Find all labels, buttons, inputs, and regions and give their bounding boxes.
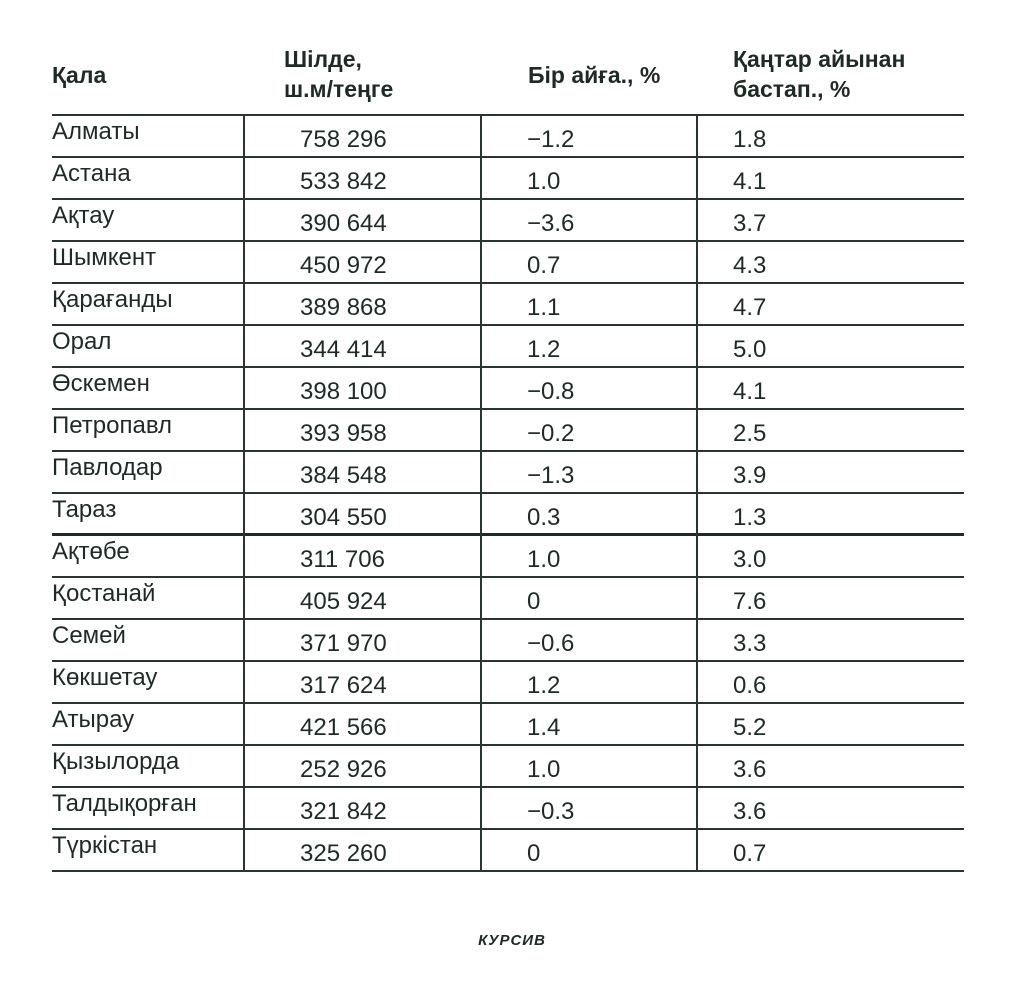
table-row xyxy=(52,662,964,704)
cell-city: Семей xyxy=(52,622,126,649)
cell-price: 371 970 xyxy=(300,630,387,657)
cell-city: Қызылорда xyxy=(52,748,180,775)
cell-city: Астана xyxy=(52,160,131,187)
cell-month-change: −1.2 xyxy=(527,126,575,153)
cell-price: 421 566 xyxy=(300,714,387,741)
cell-ytd-change: 7.6 xyxy=(733,588,767,615)
cell-ytd-change: 3.0 xyxy=(733,546,767,573)
cell-city: Орал xyxy=(52,328,112,355)
brand-logo-text: КУРСИВ xyxy=(478,932,546,949)
table-row xyxy=(52,326,964,368)
table-row xyxy=(52,494,964,536)
cell-ytd-change: 1.3 xyxy=(733,504,767,531)
table-body xyxy=(52,116,964,872)
cell-price: 344 414 xyxy=(300,336,387,363)
cell-ytd-change: 3.9 xyxy=(733,462,767,489)
cell-price: 325 260 xyxy=(300,840,387,867)
cell-price: 252 926 xyxy=(300,756,387,783)
cell-price: 533 842 xyxy=(300,168,387,195)
cell-price: 758 296 xyxy=(300,126,387,153)
cell-ytd-change: 0.7 xyxy=(733,840,767,867)
table-row xyxy=(52,200,964,242)
header-city: Қала xyxy=(52,62,107,88)
cell-ytd-change: 5.0 xyxy=(733,336,767,363)
cell-city: Талдықорған xyxy=(52,790,197,817)
cell-city: Павлодар xyxy=(52,454,163,481)
cell-price: 384 548 xyxy=(300,462,387,489)
cell-month-change: 1.4 xyxy=(527,714,561,741)
cell-ytd-change: 1.8 xyxy=(733,126,767,153)
cell-ytd-change: 3.6 xyxy=(733,756,767,783)
cell-month-change: 0 xyxy=(527,840,541,867)
table-row xyxy=(52,746,964,788)
cell-price: 317 624 xyxy=(300,672,387,699)
table-row xyxy=(52,788,964,830)
cell-price: 321 842 xyxy=(300,798,387,825)
table-row xyxy=(52,116,964,158)
cell-city: Ақтөбе xyxy=(52,538,130,565)
header-month-change: Бір айға., % xyxy=(528,62,661,88)
cell-month-change: 1.1 xyxy=(527,294,561,321)
cell-month-change: −1.3 xyxy=(527,462,575,489)
cell-month-change: 1.0 xyxy=(527,168,561,195)
header-price-line1: Шілде, xyxy=(284,46,362,72)
cell-city: Түркістан xyxy=(52,832,158,859)
cell-ytd-change: 4.7 xyxy=(733,294,767,321)
column-divider xyxy=(243,114,245,872)
table-row xyxy=(52,158,964,200)
cell-month-change: −0.3 xyxy=(527,798,575,825)
cell-month-change: −0.8 xyxy=(527,378,575,405)
cell-ytd-change: 4.1 xyxy=(733,168,767,195)
cell-price: 450 972 xyxy=(300,252,387,279)
cell-price: 390 644 xyxy=(300,210,387,237)
table-row xyxy=(52,578,964,620)
cell-ytd-change: 4.3 xyxy=(733,252,767,279)
cell-ytd-change: 0.6 xyxy=(733,672,767,699)
cell-price: 389 868 xyxy=(300,294,387,321)
cell-price: 405 924 xyxy=(300,588,387,615)
cell-city: Қостанай xyxy=(52,580,156,607)
price-table xyxy=(52,40,964,872)
cell-city: Көкшетау xyxy=(52,664,158,691)
cell-month-change: 1.2 xyxy=(527,336,561,363)
table-row xyxy=(52,830,964,872)
cell-price: 393 958 xyxy=(300,420,387,447)
cell-month-change: 0.3 xyxy=(527,504,561,531)
column-divider xyxy=(696,114,698,872)
cell-city: Тараз xyxy=(52,496,117,523)
cell-ytd-change: 5.2 xyxy=(733,714,767,741)
cell-ytd-change: 2.5 xyxy=(733,420,767,447)
table-row xyxy=(52,410,964,452)
cell-month-change: 1.0 xyxy=(527,546,561,573)
cell-price: 398 100 xyxy=(300,378,387,405)
cell-city: Өскемен xyxy=(52,370,150,397)
cell-ytd-change: 3.3 xyxy=(733,630,767,657)
table-row xyxy=(52,620,964,662)
table-row xyxy=(52,452,964,494)
header-price-line2: ш.м/теңге xyxy=(284,76,394,102)
table-row xyxy=(52,368,964,410)
header-ytd-line2: бастап., % xyxy=(733,76,851,102)
cell-month-change: 1.2 xyxy=(527,672,561,699)
cell-month-change: 1.0 xyxy=(527,756,561,783)
cell-price: 304 550 xyxy=(300,504,387,531)
table-row xyxy=(52,242,964,284)
cell-month-change: −0.2 xyxy=(527,420,575,447)
cell-month-change: −3.6 xyxy=(527,210,575,237)
cell-city: Шымкент xyxy=(52,244,157,271)
header-ytd xyxy=(733,44,973,104)
cell-month-change: −0.6 xyxy=(527,630,575,657)
table-row xyxy=(52,536,964,578)
cell-ytd-change: 3.6 xyxy=(733,798,767,825)
cell-ytd-change: 3.7 xyxy=(733,210,767,237)
cell-month-change: 0 xyxy=(527,588,541,615)
header-price xyxy=(284,44,484,104)
column-divider xyxy=(480,114,482,872)
cell-price: 311 706 xyxy=(300,546,385,573)
cell-ytd-change: 4.1 xyxy=(733,378,767,405)
cell-city: Алматы xyxy=(52,118,140,145)
cell-city: Ақтау xyxy=(52,202,115,229)
cell-city: Қарағанды xyxy=(52,286,173,313)
cell-city: Петропавл xyxy=(52,412,173,439)
table-header xyxy=(52,40,964,116)
table-row xyxy=(52,284,964,326)
cell-city: Атырау xyxy=(52,706,135,733)
cell-month-change: 0.7 xyxy=(527,252,561,279)
table-row xyxy=(52,704,964,746)
header-ytd-line1: Қаңтар айынан xyxy=(733,46,906,72)
